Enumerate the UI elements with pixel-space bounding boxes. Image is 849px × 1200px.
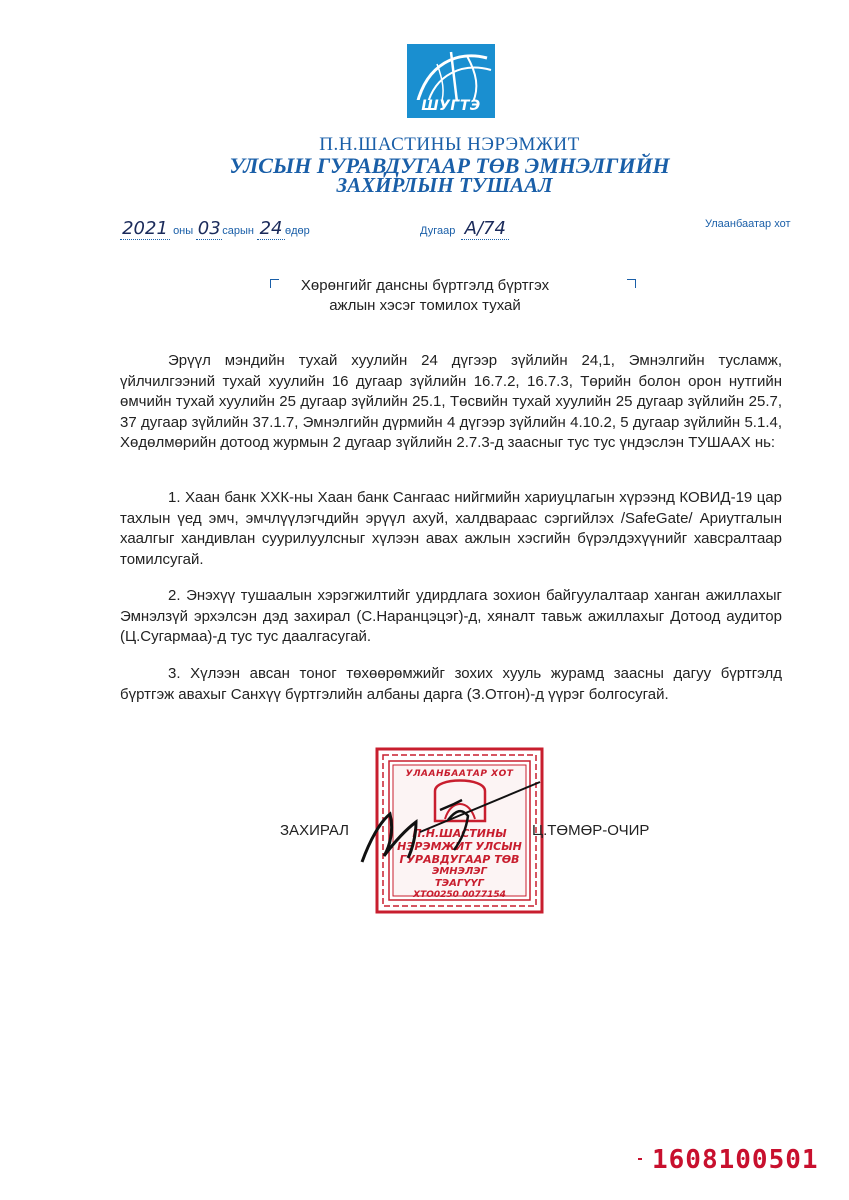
stamp-line-2: НЭРЭМЖИТ УЛСЫН — [397, 840, 522, 853]
paragraph-preamble: Эрүүл мэндийн тухай хуулийн 24 дүгээр зүйлийн 24,1, Эмнэлгийн тусламж, үйлчилгээний тухай хуулийн 16 дугаар зүйлийн 16.7.2, 16.7.3, Төрийн болон орон нутгийн өмчийн тухай хуулийн 25 дугаар зүйлийн 25.1, Төсвийн тухай хуулийн 25 дугаар зүйлийн 25.7, 37 дугаар зүйлийн 37.1.7, Эмнэлгийн дүрмийн 4 дүгээр зүйлийн 4.10.2, 5 дугаар зүйлийн 5.1.4, Хөдөлмөрийн дотоод журмын 2 дугаар зүйлийн 2.7.3-д заасныг тус тус үндэслэн ТУШААХ нь: — [120, 352, 782, 451]
paragraph-item-2: 2. Энэхүү тушаалын хэрэгжилтийг удирдлага зохион байгуулалтаар ханган ажиллахыг Эмнэлзүй эрхэлсэн дэд захирал (С.Наранцэцэг)-д, хяналт тавьж ажиллахыг Дотоод аудитор (Ц.Сугармаа)-д тус тус даалгасугай. — [120, 587, 782, 645]
stamp-line-5: ТЭАГҮҮГ — [434, 878, 485, 889]
order-number-label: Дугаар — [420, 225, 456, 237]
date-day-suffix: өдөр — [285, 225, 310, 237]
date-month-suffix: сарын — [222, 225, 254, 237]
subject-corner-right — [627, 279, 636, 288]
subject-line-2: ажлын хэсэг томилох тухай — [329, 297, 521, 314]
order-city: Улаанбаатар хот — [705, 218, 791, 230]
stamp-line-3: ГУРАВДУГААР ТӨВ — [399, 853, 520, 866]
stamp-line-1: П.Н.ШАСТИНЫ — [412, 827, 507, 840]
paragraph-item-3: 3. Хүлээн авсан тоног төхөөрөмжийг зохих хууль журамд заасны дагуу бүртгэлд бүртгэж авахыг Санхүү бүртгэлийн албаны дарга (З.Отгон)-д үүрэг болгосугай. — [120, 665, 782, 703]
handwritten-signature — [350, 770, 550, 870]
header-line-3: ЗАХИРЛЫН ТУШААЛ — [336, 173, 553, 197]
stamp-line-6: ХТО0250 0077154 — [413, 890, 506, 900]
header-line-2: УЛСЫН ГУРАВДУГААР ТӨВ ЭМНЭЛГИЙН — [229, 153, 670, 178]
paragraph-item-1: 1. Хаан банк ХХК-ны Хаан банк Сангаас нийгмийн хариуцлагын хүрээнд КОВИД-19 цар тахлын үед эмч, эмчлүүлэгчдийн эрүүл ахуй, халдвараас сэргийлэх /SafeGate/ Ариутгалын хаалгыг хандивлан суурилуулсныг хүлээн авах ажлын хэсгийн бүрэлдэхүүнийг хавсралтаар томилсугай. — [120, 489, 782, 568]
subject-line-1: Хөрөнгийг дансны бүртгэлд бүртгэх — [300, 277, 550, 294]
order-number-value: А/74 — [461, 218, 509, 240]
date-month: 03 — [197, 218, 221, 239]
hospital-logo-icon — [407, 44, 495, 118]
date-day: 24 — [257, 218, 285, 240]
serial-dash — [638, 1158, 642, 1160]
date-year: 2021 — [120, 218, 170, 240]
document-serial-number: 1608100501 — [652, 1145, 819, 1175]
signatory-title: ЗАХИРАЛ — [280, 822, 350, 839]
order-date — [120, 218, 310, 240]
stamp-city: УЛААНБААТАР ХОТ — [405, 769, 514, 779]
logo-text: ШУГТЭ — [421, 98, 481, 114]
header-line-1: П.Н.ШАСТИНЫ НЭРЭМЖИТ — [319, 134, 580, 155]
stamp-line-4: ЭМНЭЛЭГ — [431, 866, 487, 877]
signatory-name: Ц.ТӨМӨР-ОЧИР — [532, 822, 650, 839]
order-number — [420, 218, 509, 240]
date-year-suffix: оны — [173, 225, 194, 237]
order-subject — [250, 276, 600, 316]
